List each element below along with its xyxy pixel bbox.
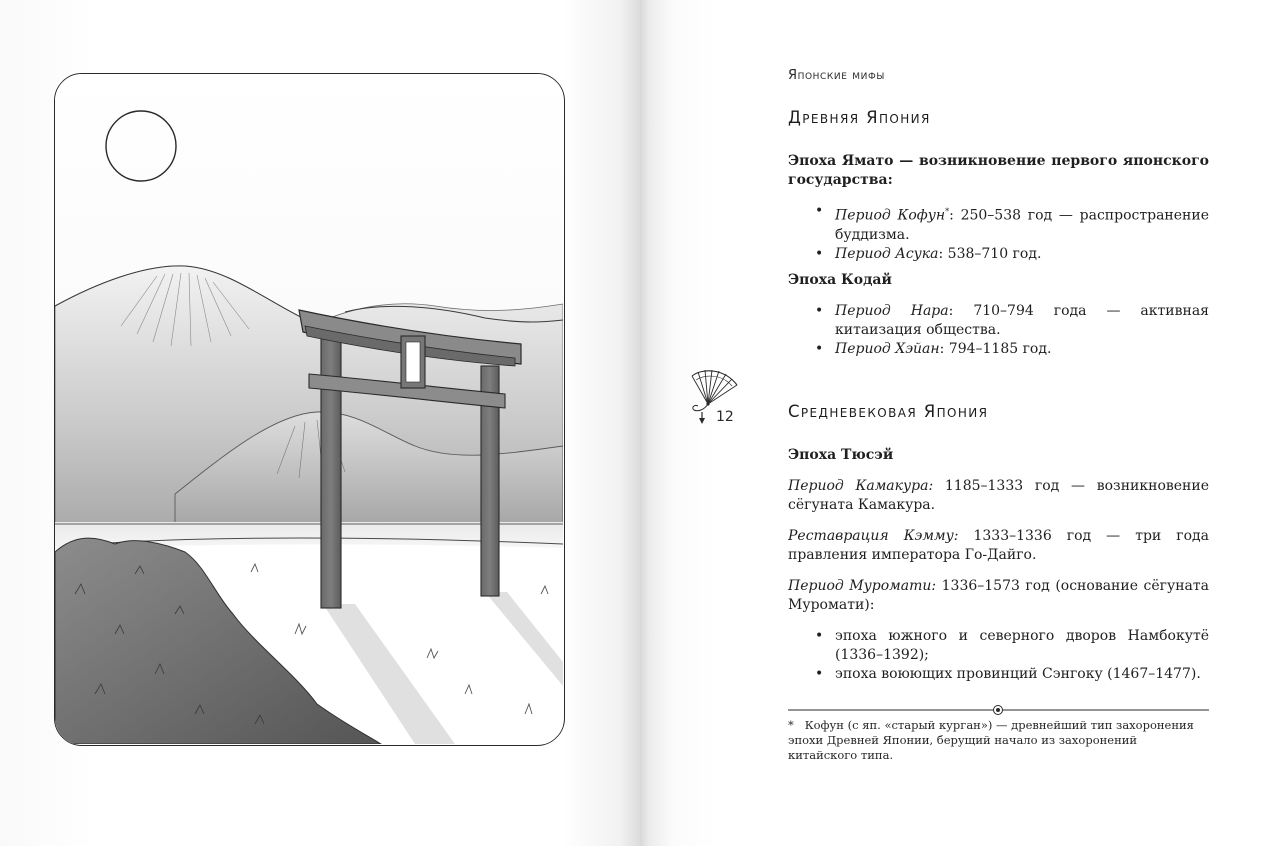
list-item: • Период Кофун*: 250–538 год — распространение буддизма. (835, 202, 1209, 245)
footnote-mark: * (788, 718, 794, 732)
footnote (788, 718, 1209, 763)
left-page (0, 0, 640, 846)
footnote-text: Кофун (с яп. «старый курган») — древнейший тип захоронения эпохи Древней Японии, берущий начало из захоронений китайского типа. (788, 718, 1194, 762)
yamato-period-list (788, 202, 1209, 264)
paragraph-kemmu: Реставрация Кэмму: 1333–1336 год — три года правления императора Го-Дайго. (788, 528, 1209, 563)
paragraph-muromachi: Период Муромати: 1336–1573 год (основание сёгуната Муромати): (788, 578, 1209, 613)
list-item: • эпоха южного и северного дворов Намбокутё (1336–1392); (835, 627, 1209, 665)
era-heading-kodai: Эпоха Кодай (788, 272, 892, 288)
list-item: • Период Асука: 538–710 год. (835, 245, 1209, 264)
kodai-period-list (788, 302, 1209, 359)
list-item: • Период Нара: 710–794 года — активная китаизация общества. (835, 302, 1209, 340)
footnote-divider (788, 703, 1209, 717)
era-heading-yamato: Эпоха Ямато — возникновение первого японского государства: (788, 153, 1209, 188)
muromachi-period-list (788, 627, 1209, 684)
list-item: • Период Хэйан: 794–1185 год. (835, 340, 1209, 359)
paragraph-kamakura: Период Камакура: 1185–1333 год — возникновение сёгуната Камакура. (788, 478, 1209, 513)
section-title-ancient: Древняя Япония (788, 108, 931, 127)
list-item: • эпоха воюющих провинций Сэнгоку (1467–1477). (835, 665, 1209, 684)
era-heading-chusei: Эпоха Тюсэй (788, 447, 894, 463)
torii-gate-illustration (54, 73, 565, 746)
running-head: Японские мифы (788, 68, 885, 83)
page-number: 12 (716, 409, 734, 425)
section-title-medieval: Средневековая Япония (788, 402, 989, 421)
